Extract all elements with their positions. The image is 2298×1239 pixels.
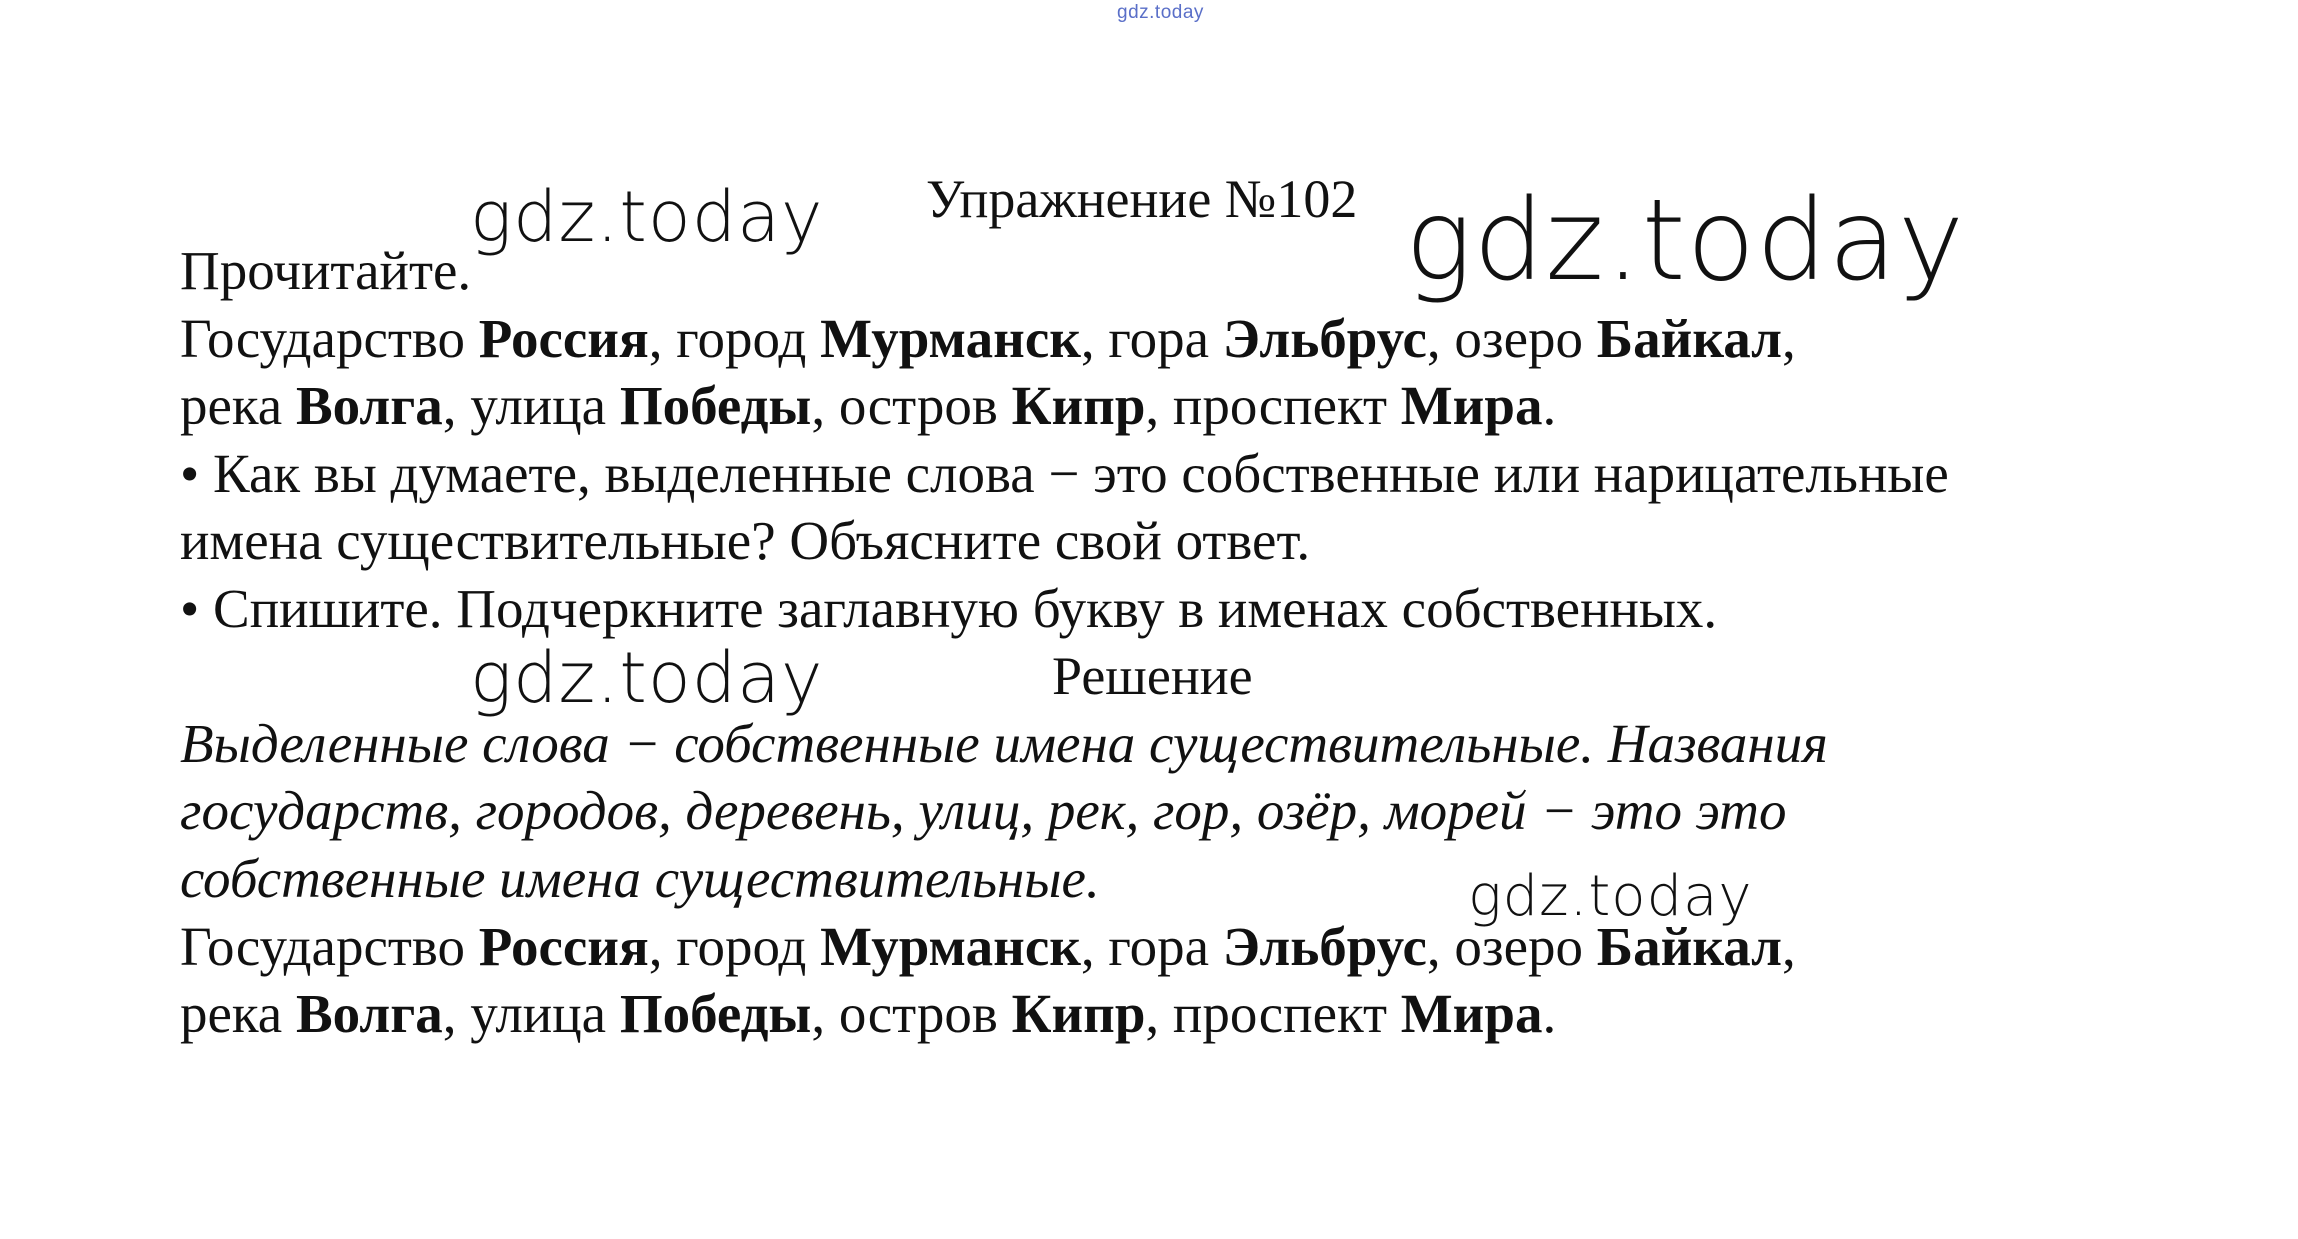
highlighted-word: Россия [478,308,649,369]
question-text: • Спишите. Подчеркните заглавную букву в именах собственных. [180,578,1718,639]
text-segment: , проспект [1145,983,1401,1044]
watermark-text: gdz.today [1405,176,1966,306]
text-segment: , [1782,916,1796,977]
watermark-text: gdz.today [1468,864,1753,929]
watermark-text: gdz.today [470,637,824,719]
solution-text-line [180,916,1796,977]
solution-title: Решение [1052,646,1253,706]
highlighted-word: Победы [619,375,812,436]
highlighted-word: Мира [1400,375,1543,436]
highlighted-word: Волга [295,375,443,436]
text-segment: Государство [180,308,479,369]
text-segment: , озеро [1426,916,1597,977]
highlighted-word: Эльбрус [1222,308,1427,369]
text-segment: , улица [442,375,620,436]
text-segment: . [1542,375,1557,436]
answer-text: собственные имена существительные. [180,848,1100,909]
exercise-title: Упражнение №102 [926,169,1358,229]
highlighted-word: Кипр [1011,983,1146,1044]
text-segment: , улица [442,983,620,1044]
watermark-text: gdz.today [470,176,824,258]
text-segment: , гора [1080,916,1223,977]
highlighted-word: Байкал [1596,916,1783,977]
text-segment: , город [648,308,821,369]
question-text: имена существительные? Объясните свой ответ. [180,510,1311,571]
highlighted-word: Кипр [1011,375,1146,436]
exercise-text-line [180,375,1557,436]
text-segment: , остров [811,375,1012,436]
text-segment: , проспект [1145,375,1401,436]
text-segment: , [1782,308,1796,369]
highlighted-word: Россия [478,916,649,977]
solution-text-line [180,983,1557,1044]
instruction-text: Прочитайте. [180,240,472,301]
question-text: • Как вы думаете, выделенные слова − это собственные или нарицательные [180,443,1949,504]
highlighted-word: Мира [1400,983,1543,1044]
text-segment: , город [648,916,821,977]
exercise-text-line [180,308,1796,369]
answer-text: государств, городов, деревень, улиц, рек, гор, озёр, морей − это это [180,780,1787,841]
highlighted-word: Мурманск [820,916,1081,977]
highlighted-word: Волга [295,983,443,1044]
text-segment: река [180,983,296,1044]
text-segment: , озеро [1426,308,1597,369]
highlighted-word: Мурманск [820,308,1081,369]
text-segment: . [1542,983,1557,1044]
highlighted-word: Байкал [1596,308,1783,369]
highlighted-word: Эльбрус [1222,916,1427,977]
top-watermark: gdz.today [1117,2,1204,23]
text-segment: , остров [811,983,1012,1044]
text-segment: река [180,375,296,436]
answer-text: Выделенные слова − собственные имена существительные. Названия [180,713,1828,774]
text-segment: , гора [1080,308,1223,369]
highlighted-word: Победы [619,983,812,1044]
text-segment: Государство [180,916,479,977]
